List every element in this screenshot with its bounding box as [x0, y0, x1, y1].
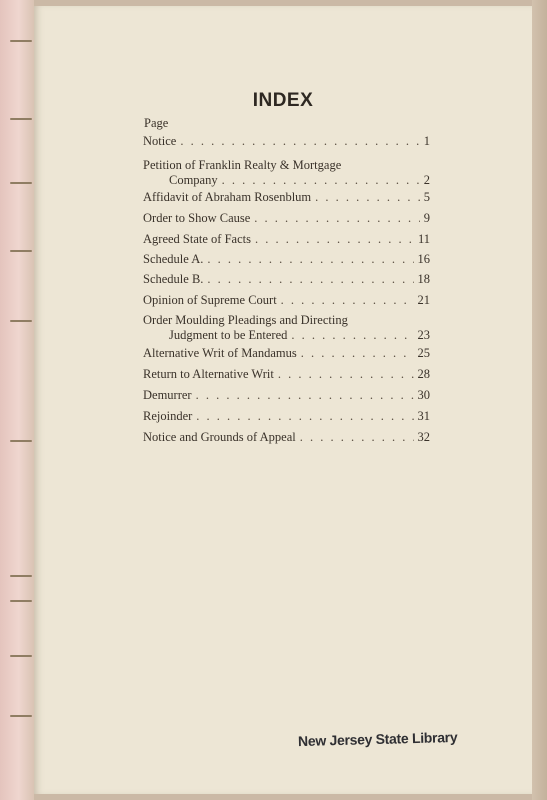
- binding-stitch: [10, 575, 32, 577]
- page-edge: [532, 0, 547, 800]
- entry-page-number: 11: [417, 232, 430, 246]
- entry-title: Demurrer: [143, 388, 192, 402]
- leader-dots: [180, 134, 419, 149]
- leader-dots: [291, 328, 413, 343]
- leader-dots: [254, 211, 419, 226]
- binding-spine: [0, 0, 34, 800]
- entry-title: Petition of Franklin Realty & Mortgage: [143, 158, 342, 172]
- entry-page-number: 21: [417, 293, 430, 307]
- entry-title: Notice: [143, 134, 177, 148]
- library-stamp: New Jersey State Library: [297, 728, 458, 750]
- leader-dots: [315, 190, 420, 205]
- index-entry: [143, 346, 430, 361]
- leader-dots: [301, 346, 414, 361]
- binding-stitch: [10, 250, 32, 252]
- entry-title-continued: Judgment to be Entered: [169, 328, 288, 342]
- index-entry: [143, 190, 430, 205]
- index-title: INDEX: [252, 90, 314, 111]
- leader-dots: [196, 409, 413, 424]
- index-entry: [143, 158, 430, 188]
- index-entry: [143, 409, 430, 424]
- binding-stitch: [10, 182, 32, 184]
- leader-dots: [255, 232, 414, 247]
- entry-title: Affidavit of Abraham Rosenblum: [143, 190, 312, 204]
- leader-dots: [278, 367, 414, 382]
- entry-page-number: 9: [423, 211, 430, 225]
- entry-page-number: 5: [423, 190, 430, 204]
- entry-page-number: 25: [417, 346, 430, 360]
- binding-stitch: [10, 600, 32, 602]
- index-entry: [143, 272, 430, 287]
- entry-title: Schedule B.: [143, 272, 204, 286]
- entry-page-number: 2: [423, 173, 430, 187]
- index-entry: [143, 367, 430, 382]
- index-entry: [143, 430, 430, 445]
- index-entry: [143, 211, 430, 226]
- entry-page-number: 30: [417, 388, 430, 402]
- page-column-label: Page: [144, 116, 169, 130]
- entry-page-number: 31: [417, 409, 430, 423]
- binding-stitch: [10, 118, 32, 120]
- entry-title: Order Moulding Pleadings and Directing: [143, 313, 348, 327]
- binding-stitch: [10, 655, 32, 657]
- binding-stitch: [10, 320, 32, 322]
- entry-title: Return to Alternative Writ: [143, 367, 274, 381]
- index-entry: [143, 388, 430, 403]
- leader-dots: [281, 293, 414, 308]
- entry-title: Schedule A.: [143, 252, 204, 266]
- entry-title-continued: Company: [169, 173, 218, 187]
- leader-dots: [300, 430, 414, 445]
- entry-page-number: 1: [423, 134, 430, 148]
- entry-title: Alternative Writ of Mandamus: [143, 346, 297, 360]
- entry-title: Opinion of Supreme Court: [143, 293, 277, 307]
- document-page: [34, 6, 532, 794]
- binding-stitch: [10, 40, 32, 42]
- index-entry: [143, 232, 430, 247]
- binding-stitch: [10, 440, 32, 442]
- index-entry: [143, 134, 430, 149]
- leader-dots: [196, 388, 414, 403]
- binding-stitch: [10, 715, 32, 717]
- entry-page-number: 32: [417, 430, 430, 444]
- entry-title: Order to Show Cause: [143, 211, 251, 225]
- leader-dots: [207, 252, 413, 267]
- index-entry: [143, 313, 430, 343]
- entry-title: Rejoinder: [143, 409, 193, 423]
- entry-page-number: 16: [417, 252, 430, 266]
- index-entry: [143, 293, 430, 308]
- entry-title: Notice and Grounds of Appeal: [143, 430, 296, 444]
- entry-title: Agreed State of Facts: [143, 232, 251, 246]
- index-entry: [143, 252, 430, 267]
- entry-page-number: 18: [417, 272, 430, 286]
- leader-dots: [222, 173, 420, 188]
- entry-page-number: 28: [417, 367, 430, 381]
- leader-dots: [207, 272, 413, 287]
- entry-page-number: 23: [417, 328, 430, 342]
